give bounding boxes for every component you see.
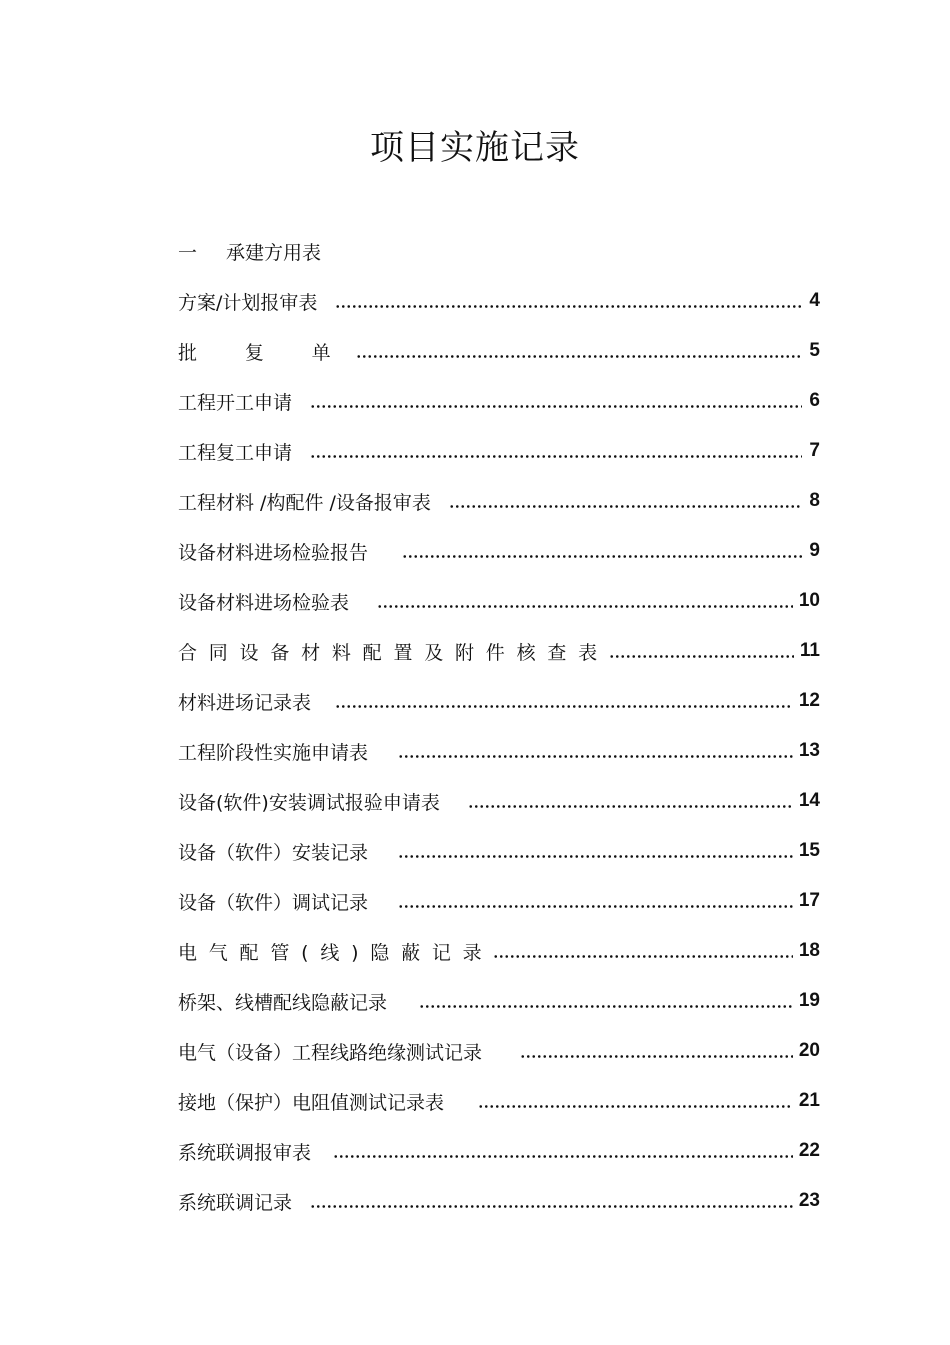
toc-entry-label: 电气（设备）工程线路绝缘测试记录 — [178, 1041, 483, 1064]
dot-leader — [468, 805, 793, 808]
toc-entry-label: 设备材料进场检验报告 — [178, 541, 369, 564]
toc-entry[interactable] — [178, 1076, 820, 1126]
dot-leader — [335, 705, 793, 708]
toc-entry-page: 7 — [809, 440, 820, 461]
toc-entry-page: 11 — [799, 640, 820, 661]
toc-entry[interactable] — [178, 776, 820, 826]
toc-entry-label: 桥架、线槽配线隐蔽记录 — [178, 991, 388, 1014]
toc-entry-label: 系统联调记录 — [178, 1191, 293, 1214]
toc-entry-label: 设备(软件)安装调试报验申请表 — [178, 791, 440, 814]
toc-entry[interactable] — [178, 426, 820, 476]
toc-entry-page: 17 — [798, 890, 820, 911]
toc-entry-page: 13 — [798, 740, 820, 761]
toc-entry-label: 系统联调报审表 — [178, 1141, 312, 1164]
page-title: 项目实施记录 — [370, 128, 580, 168]
dot-leader — [310, 1205, 793, 1208]
dot-leader — [310, 405, 802, 408]
toc-entry-page: 10 — [798, 590, 820, 611]
toc-entry[interactable] — [178, 926, 820, 976]
toc-entry-label: 设备（软件）调试记录 — [178, 891, 369, 914]
toc-entry[interactable] — [178, 676, 820, 726]
toc-entry-label: 方案/计划报审表 — [178, 291, 318, 314]
table-of-contents — [178, 276, 820, 1226]
toc-entry[interactable] — [178, 326, 820, 376]
toc-entry[interactable] — [178, 526, 820, 576]
dot-leader — [478, 1105, 793, 1108]
dot-leader — [377, 605, 793, 608]
toc-entry[interactable] — [178, 576, 820, 626]
toc-entry[interactable] — [178, 1126, 820, 1176]
toc-entry-label: 工程阶段性实施申请表 — [178, 741, 369, 764]
toc-entry-page: 19 — [798, 990, 820, 1011]
toc-entry-label: 材料进场记录表 — [178, 691, 312, 714]
toc-entry[interactable] — [178, 276, 820, 326]
toc-entry-label: 接地（保护）电阻值测试记录表 — [178, 1091, 445, 1114]
dot-leader — [402, 555, 802, 558]
toc-entry[interactable] — [178, 1176, 820, 1226]
toc-entry-label: 电气配管(线)隐蔽记录 — [178, 941, 494, 964]
dot-leader — [419, 1005, 793, 1008]
toc-entry-page: 4 — [809, 290, 820, 311]
dot-leader — [398, 905, 793, 908]
dot-leader — [520, 1055, 793, 1058]
toc-entry[interactable] — [178, 826, 820, 876]
dot-leader — [398, 755, 793, 758]
toc-entry-label: 合同设备材料配置及附件核查表 — [178, 641, 609, 664]
toc-entry-page: 18 — [798, 940, 820, 961]
toc-entry-page: 12 — [798, 690, 820, 711]
dot-leader — [310, 455, 802, 458]
toc-entry-page: 22 — [798, 1140, 820, 1161]
toc-entry[interactable] — [178, 476, 820, 526]
toc-entry[interactable] — [178, 626, 820, 676]
toc-entry[interactable] — [178, 726, 820, 776]
dot-leader — [398, 855, 793, 858]
toc-entry-label: 工程开工申请 — [178, 391, 293, 414]
dot-leader — [335, 305, 802, 308]
toc-entry-page: 9 — [809, 540, 820, 561]
dot-leader — [356, 355, 802, 358]
dot-leader — [449, 505, 802, 508]
toc-entry-label: 设备（软件）安装记录 — [178, 841, 369, 864]
toc-entry-page: 20 — [798, 1040, 820, 1061]
section-heading — [178, 238, 321, 265]
toc-entry-label: 工程复工申请 — [178, 441, 293, 464]
toc-entry-page: 21 — [798, 1090, 820, 1111]
toc-entry-page: 8 — [809, 490, 820, 511]
toc-entry-page: 6 — [809, 390, 820, 411]
toc-entry[interactable] — [178, 976, 820, 1026]
toc-entry-page: 5 — [809, 340, 820, 361]
toc-entry-label: 工程材料 /构配件 /设备报审表 — [178, 491, 431, 514]
toc-entry-page: 23 — [798, 1190, 820, 1211]
toc-entry-label: 设备材料进场检验表 — [178, 591, 350, 614]
toc-entry[interactable] — [178, 1026, 820, 1076]
dot-leader — [333, 1155, 793, 1158]
toc-entry-label: 批 复 单 — [178, 341, 352, 364]
section-number: 一 — [178, 242, 198, 264]
section-title: 承建方用表 — [226, 242, 322, 264]
toc-entry-page: 15 — [798, 840, 820, 861]
toc-entry[interactable] — [178, 376, 820, 426]
dot-leader — [609, 655, 794, 658]
dot-leader — [493, 955, 792, 958]
toc-entry-page: 14 — [798, 790, 820, 811]
toc-entry[interactable] — [178, 876, 820, 926]
